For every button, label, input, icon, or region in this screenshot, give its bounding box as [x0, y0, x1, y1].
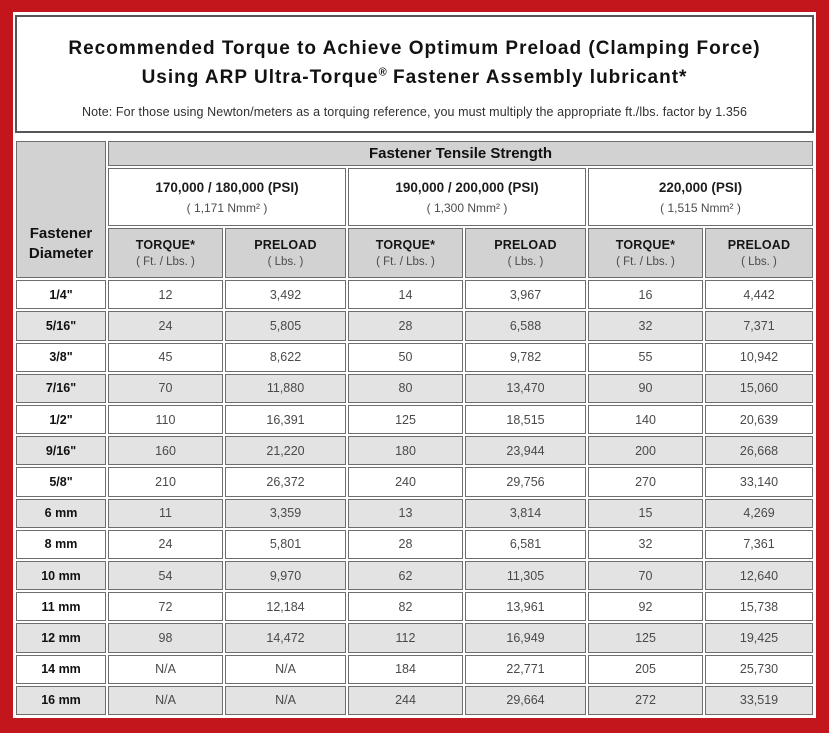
fastener-diameter-cell: 7/16" — [16, 374, 106, 403]
value-cell: 15 — [588, 499, 703, 528]
value-cell: N/A — [108, 655, 223, 684]
value-cell: 90 — [588, 374, 703, 403]
value-cell: 29,664 — [465, 686, 586, 715]
table-row — [16, 561, 813, 590]
value-cell: 270 — [588, 467, 703, 496]
value-cell: 18,515 — [465, 405, 586, 434]
torque-unit: ( Ft. / Lbs. ) — [136, 256, 195, 269]
value-cell: 13,961 — [465, 592, 586, 621]
value-cell: 26,668 — [705, 436, 813, 465]
value-cell: 210 — [108, 467, 223, 496]
value-cell: 14 — [348, 280, 463, 309]
tensile-strength-header: Fastener Tensile Strength — [108, 141, 813, 166]
title-box — [15, 15, 814, 133]
preload-label: PRELOAD — [727, 238, 791, 253]
value-cell: 4,442 — [705, 280, 813, 309]
value-cell: 11,305 — [465, 561, 586, 590]
table-row — [16, 530, 813, 559]
value-cell: 32 — [588, 311, 703, 340]
value-cell: 12,184 — [225, 592, 346, 621]
torque-column-header — [588, 228, 703, 278]
torque-column-header — [108, 228, 223, 278]
value-cell: 5,805 — [225, 311, 346, 340]
fastener-diameter-header: Fastener Diameter — [16, 141, 106, 278]
table-row — [16, 374, 813, 403]
value-cell: 19,425 — [705, 623, 813, 652]
value-cell: 205 — [588, 655, 703, 684]
preload-unit: ( Lbs. ) — [267, 256, 304, 269]
registered-trademark-symbol: ® — [378, 66, 387, 79]
value-cell: 23,944 — [465, 436, 586, 465]
value-cell: N/A — [108, 686, 223, 715]
value-cell: 54 — [108, 561, 223, 590]
fastener-diameter-cell: 12 mm — [16, 623, 106, 652]
value-cell: N/A — [225, 655, 346, 684]
value-cell: 3,492 — [225, 280, 346, 309]
value-cell: 12 — [108, 280, 223, 309]
value-cell: N/A — [225, 686, 346, 715]
value-cell: 5,801 — [225, 530, 346, 559]
preload-column-header — [225, 228, 346, 278]
value-cell: 10,942 — [705, 343, 813, 372]
value-cell: 9,782 — [465, 343, 586, 372]
table-row — [16, 343, 813, 372]
value-cell: 13,470 — [465, 374, 586, 403]
value-cell: 8,622 — [225, 343, 346, 372]
value-cell: 11,880 — [225, 374, 346, 403]
psi-label: 220,000 (PSI) — [658, 179, 743, 195]
torque-table — [14, 139, 815, 717]
torque-label: TORQUE* — [375, 238, 436, 253]
fastener-diameter-cell: 5/16" — [16, 311, 106, 340]
value-cell: 28 — [348, 311, 463, 340]
value-cell: 16,949 — [465, 623, 586, 652]
torque-label: TORQUE* — [615, 238, 676, 253]
value-cell: 55 — [588, 343, 703, 372]
preload-column-header — [705, 228, 813, 278]
fastener-diameter-cell: 1/4" — [16, 280, 106, 309]
value-cell: 82 — [348, 592, 463, 621]
value-cell: 32 — [588, 530, 703, 559]
torque-label: TORQUE* — [135, 238, 196, 253]
page-title-line2 — [23, 64, 806, 93]
fastener-diameter-cell: 11 mm — [16, 592, 106, 621]
value-cell: 180 — [348, 436, 463, 465]
value-cell: 80 — [348, 374, 463, 403]
value-cell: 14,472 — [225, 623, 346, 652]
value-cell: 15,738 — [705, 592, 813, 621]
value-cell: 244 — [348, 686, 463, 715]
psi-label: 190,000 / 200,000 (PSI) — [395, 179, 539, 195]
value-cell: 28 — [348, 530, 463, 559]
value-cell: 240 — [348, 467, 463, 496]
table-row — [16, 311, 813, 340]
value-cell: 160 — [108, 436, 223, 465]
fastener-diameter-cell: 16 mm — [16, 686, 106, 715]
preload-column-header — [465, 228, 586, 278]
preload-unit: ( Lbs. ) — [741, 256, 777, 269]
value-cell: 13 — [348, 499, 463, 528]
value-cell: 70 — [108, 374, 223, 403]
fastener-diameter-cell: 6 mm — [16, 499, 106, 528]
value-cell: 7,361 — [705, 530, 813, 559]
psi-group-220 — [588, 168, 813, 226]
nmm-label: ( 1,171 Nmm² ) — [186, 200, 268, 215]
preload-label: PRELOAD — [254, 238, 317, 253]
value-cell: 7,371 — [705, 311, 813, 340]
table-row — [16, 436, 813, 465]
title-line2-post: Fastener Assembly lubricant* — [386, 66, 688, 88]
psi-group-row — [16, 168, 813, 226]
nmm-label: ( 1,515 Nmm² ) — [660, 200, 741, 215]
value-cell: 25,730 — [705, 655, 813, 684]
value-cell: 50 — [348, 343, 463, 372]
table-row — [16, 499, 813, 528]
value-cell: 62 — [348, 561, 463, 590]
value-cell: 125 — [588, 623, 703, 652]
value-cell: 26,372 — [225, 467, 346, 496]
fastener-diameter-cell: 1/2" — [16, 405, 106, 434]
table-row — [16, 655, 813, 684]
value-cell: 98 — [108, 623, 223, 652]
table-row — [16, 280, 813, 309]
value-cell: 72 — [108, 592, 223, 621]
value-cell: 16 — [588, 280, 703, 309]
psi-label: 170,000 / 180,000 (PSI) — [155, 179, 299, 195]
column-header-row — [16, 228, 813, 278]
title-line2-pre: Using ARP Ultra-Torque — [141, 66, 379, 88]
value-cell: 112 — [348, 623, 463, 652]
torque-unit: ( Ft. / Lbs. ) — [376, 256, 435, 269]
fastener-diameter-cell: 8 mm — [16, 530, 106, 559]
table-wrap — [13, 139, 816, 718]
value-cell: 92 — [588, 592, 703, 621]
value-cell: 110 — [108, 405, 223, 434]
preload-unit: ( Lbs. ) — [507, 256, 544, 269]
value-cell: 15,060 — [705, 374, 813, 403]
table-row — [16, 686, 813, 715]
fastener-diameter-cell: 5/8" — [16, 467, 106, 496]
table-row — [16, 592, 813, 621]
value-cell: 3,814 — [465, 499, 586, 528]
value-cell: 33,519 — [705, 686, 813, 715]
value-cell: 24 — [108, 530, 223, 559]
value-cell: 272 — [588, 686, 703, 715]
torque-column-header — [348, 228, 463, 278]
newton-meters-note: Note: For those using Newton/meters as a torquing reference, you must multiply the appropriate ft./lbs. factor by 1.356 — [81, 105, 747, 119]
value-cell: 140 — [588, 405, 703, 434]
fastener-diameter-cell: 14 mm — [16, 655, 106, 684]
value-cell: 33,140 — [705, 467, 813, 496]
nmm-label: ( 1,300 Nmm² ) — [426, 200, 508, 215]
preload-label: PRELOAD — [494, 238, 557, 253]
fastener-diameter-cell: 10 mm — [16, 561, 106, 590]
value-cell: 24 — [108, 311, 223, 340]
value-cell: 4,269 — [705, 499, 813, 528]
psi-group-170-180 — [108, 168, 346, 226]
value-cell: 16,391 — [225, 405, 346, 434]
value-cell: 200 — [588, 436, 703, 465]
table-row — [16, 405, 813, 434]
value-cell: 20,639 — [705, 405, 813, 434]
value-cell: 125 — [348, 405, 463, 434]
value-cell: 12,640 — [705, 561, 813, 590]
psi-group-190-200 — [348, 168, 586, 226]
fastener-diameter-cell: 9/16" — [16, 436, 106, 465]
fastener-diameter-cell: 3/8" — [16, 343, 106, 372]
table-row — [16, 467, 813, 496]
value-cell: 29,756 — [465, 467, 586, 496]
table-row — [16, 623, 813, 652]
value-cell: 3,359 — [225, 499, 346, 528]
value-cell: 22,771 — [465, 655, 586, 684]
value-cell: 184 — [348, 655, 463, 684]
tensile-header-row — [16, 141, 813, 166]
value-cell: 45 — [108, 343, 223, 372]
content-area — [13, 12, 816, 718]
page-title-line1: Recommended Torque to Achieve Optimum Preload (Clamping Force) — [68, 38, 761, 59]
value-cell: 70 — [588, 561, 703, 590]
value-cell: 11 — [108, 499, 223, 528]
value-cell: 6,581 — [465, 530, 586, 559]
value-cell: 9,970 — [225, 561, 346, 590]
torque-unit: ( Ft. / Lbs. ) — [616, 256, 675, 269]
value-cell: 21,220 — [225, 436, 346, 465]
value-cell: 3,967 — [465, 280, 586, 309]
value-cell: 6,588 — [465, 311, 586, 340]
